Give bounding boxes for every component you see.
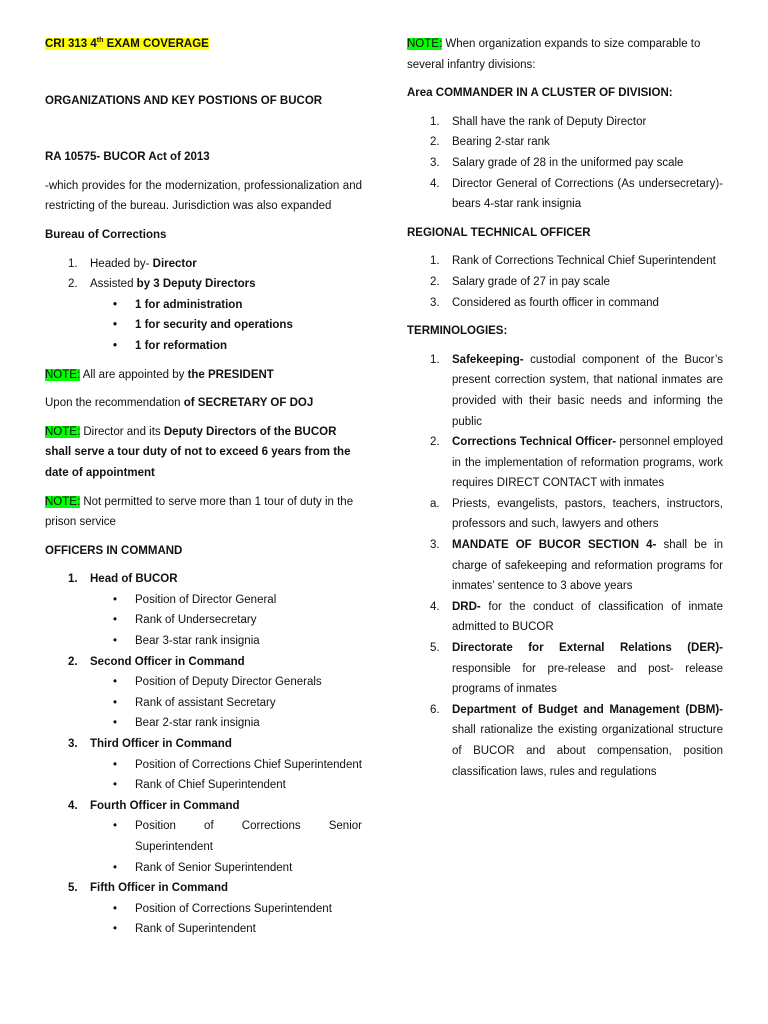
note-tour-duty: NOTE: Director and its Deputy Directors of the BUCOR shall serve a tour duty of not to exceed 6 years from the date of appointment (45, 425, 351, 479)
officer-item: 4. Fourth Officer in Command • Position of Corrections Senior Superintendent • Rank of Senior Superintendent (45, 796, 362, 878)
officers-list (45, 569, 362, 940)
list-item: • Position of Director General (113, 593, 277, 606)
list-item: 3. Considered as fourth officer in command (430, 296, 659, 309)
list-item: • Rank of Undersecretary (113, 614, 257, 627)
list-item: • Rank of Chief Superintendent (113, 779, 286, 792)
ra-description: -which provides for the modernization, professionalization and restricting of the bureau. Jurisdiction was also expanded (45, 179, 362, 213)
list-item: a. Priests, evangelists, pastors, teachers, instructors, professors and such, lawyers and others (430, 497, 723, 531)
title-highlight: CRI 313 4th EXAM COVERAGE (45, 37, 209, 50)
list-item: 2. Salary grade of 27 in pay scale (430, 275, 610, 288)
boc-heading: Bureau of Corrections (45, 228, 167, 241)
list-item: 2. Assisted by 3 Deputy Directors (68, 278, 256, 291)
list-item: 4. Director General of Corrections (As undersecretary)- bears 4-star rank insignia (430, 177, 723, 211)
list-item: 3. Salary grade of 28 in the uniformed pay scale (430, 156, 684, 169)
list-item: 1. Shall have the rank of Deputy Director (430, 115, 647, 128)
note-expansion: NOTE: When organization expands to size comparable to several infantry divisions: (407, 38, 701, 71)
list-item: • Bear 2-star rank insignia (113, 717, 260, 730)
area-commander-list (430, 112, 723, 215)
list-item: • Rank of assistant Secretary (113, 696, 276, 709)
rto-list (430, 251, 723, 313)
left-column (45, 34, 362, 940)
note-highlight: NOTE: (45, 495, 81, 508)
list-item: • Position of Corrections Senior Superintendent (113, 820, 362, 853)
officers-heading: OFFICERS IN COMMAND (45, 544, 183, 557)
list-item: • Position of Corrections Superintendent (113, 902, 332, 915)
officer-item: 2. Second Officer in Command • Position of Deputy Director Generals • Rank of assistant Secretary • Bear 2-star rank insignia (45, 652, 362, 734)
deputy-bullet-list (113, 295, 362, 357)
list-item: • Position of Deputy Director Generals (113, 676, 322, 689)
list-item: • Rank of Senior Superintendent (113, 861, 293, 874)
list-item: 2. Bearing 2-star rank (430, 136, 550, 149)
list-item: 1. Rank of Corrections Technical Chief Superintendent (430, 255, 716, 268)
list-item: • 1 for administration (113, 298, 243, 311)
right-column (407, 34, 723, 782)
note-highlight: NOTE: (407, 38, 443, 50)
exam-coverage-title (45, 34, 362, 55)
org-heading: ORGANIZATIONS AND KEY POSTIONS OF BUCOR (45, 94, 323, 107)
list-item: • Rank of Superintendent (113, 923, 256, 936)
list-item: 5. Directorate for External Relations (DER)- responsible for pre-release and post- release programs of inmates (430, 642, 723, 696)
recommendation-text: Upon the recommendation of SECRETARY OF DOJ (45, 397, 314, 410)
officer-item: 5. Fifth Officer in Command • Position of Corrections Superintendent • Rank of Superintendent (45, 878, 362, 940)
list-item: • 1 for reformation (113, 339, 228, 352)
list-item: 1. Safekeeping- custodial component of the Bucor’s present correction system, that national inmates are provided with their basic needs and informing the public (430, 353, 723, 428)
note-appointment: NOTE: All are appointed by the PRESIDENT (45, 368, 274, 381)
list-item: • 1 for security and operations (113, 319, 293, 332)
boc-list (68, 254, 362, 295)
list-item: 6. Department of Budget and Management (DBM)- shall rationalize the existing organizational structure of BUCOR and about compensation, position classification laws, rules and regulations (430, 703, 723, 778)
note-highlight: NOTE: (45, 368, 81, 381)
officer-item: 1. Head of BUCOR • Position of Director General • Rank of Undersecretary • Bear 3-star rank insignia (45, 569, 362, 651)
note-one-tour: NOTE: Not permitted to serve more than 1 tour of duty in the prison service (45, 495, 354, 529)
list-item: 2. Corrections Technical Officer- personnel employed in the implementation of reformation programs, work requires DIRECT CONTACT with inmates (430, 436, 723, 490)
terminologies-list (430, 350, 723, 782)
ra-heading: RA 10575- BUCOR Act of 2013 (45, 151, 210, 164)
list-item: • Position of Corrections Chief Superintendent (113, 758, 362, 771)
list-item: 3. MANDATE OF BUCOR SECTION 4- shall be in charge of safekeeping and reformation programs for inmates’ sentence to 3 above years (430, 539, 723, 593)
list-item: 1. Headed by- Director (68, 257, 197, 270)
area-commander-heading: Area COMMANDER IN A CLUSTER OF DIVISION: (407, 87, 673, 100)
terminologies-heading: TERMINOLOGIES: (407, 325, 508, 338)
list-item: • Bear 3-star rank insignia (113, 635, 260, 648)
rto-heading: REGIONAL TECHNICAL OFFICER (407, 226, 591, 239)
note-highlight: NOTE: (45, 425, 81, 438)
list-item: 4. DRD- for the conduct of classification of inmate admitted to BUCOR (430, 600, 723, 634)
officer-item: 3. Third Officer in Command • Position of Corrections Chief Superintendent • Rank of Chief Superintendent (45, 734, 362, 796)
